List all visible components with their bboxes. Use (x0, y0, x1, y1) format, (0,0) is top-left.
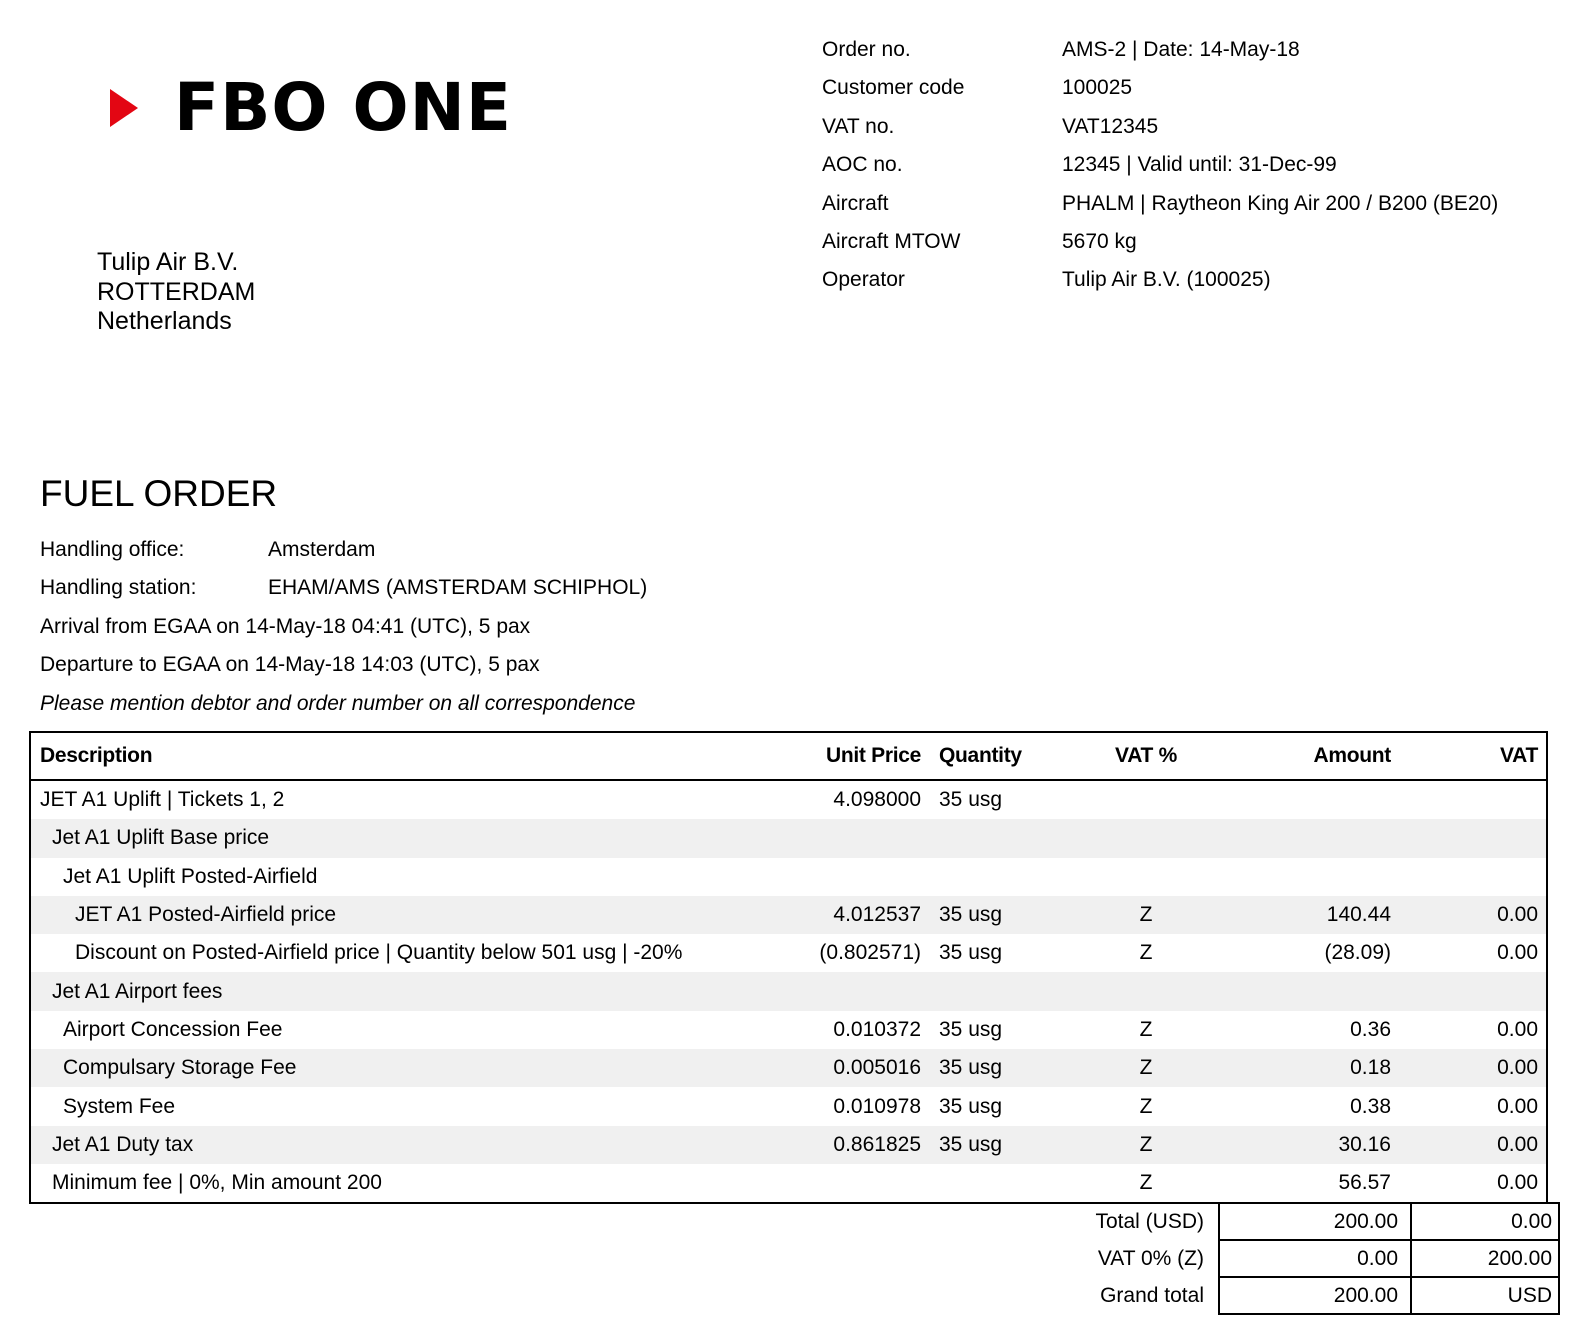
cell-quantity: 35 usg (939, 1056, 1003, 1080)
table-row (30, 1126, 1547, 1164)
table-row (30, 934, 1547, 972)
cell-amount: 0.36 (1350, 1017, 1391, 1041)
info-label: Order no. (822, 38, 911, 61)
cell-quantity (921, 819, 1091, 857)
info-label: Aircraft (822, 191, 889, 215)
table-row (30, 780, 1547, 819)
cell-vat (1391, 858, 1547, 896)
table-row (30, 1011, 1547, 1049)
handling-office-value: Amsterdam (268, 538, 376, 561)
cell-vat: 0.00 (1497, 941, 1538, 965)
cell-unit-price (800, 1164, 921, 1203)
cell-vat-percent: Z (1139, 1056, 1153, 1080)
cell-vat: 0.00 (1497, 1017, 1538, 1041)
cell-vat-percent: Z (1139, 1132, 1153, 1156)
cell-vat (1391, 819, 1547, 857)
totals-table (1040, 1202, 1560, 1315)
info-row-vat-no (822, 108, 1542, 146)
total-label: Grand total (1100, 1283, 1204, 1307)
cell-vat (1391, 972, 1547, 1010)
table-row (30, 858, 1547, 896)
cell-quantity: 35 usg (939, 941, 1003, 965)
cell-description: Minimum fee | 0%, Min amount 200 (52, 1171, 382, 1195)
header-unit-price: Unit Price (800, 732, 921, 780)
info-row-aircraft-mtow (822, 223, 1542, 261)
document-title: FUEL ORDER (40, 473, 278, 514)
info-value: Tulip Air B.V. (100025) (1062, 268, 1271, 292)
cell-vat (1391, 780, 1547, 819)
cell-vat-percent: Z (1139, 941, 1153, 965)
cell-vat-percent: Z (1139, 1171, 1153, 1195)
total-amount: 200.00 (1219, 1203, 1411, 1240)
info-row-aircraft (822, 185, 1542, 223)
handling-details (40, 531, 840, 723)
correspondence-note: Please mention debtor and order number on all correspondence (40, 691, 636, 715)
cell-quantity: 35 usg (939, 1132, 1003, 1156)
cell-amount (1201, 858, 1391, 896)
table-row (30, 972, 1547, 1010)
totals-row (1040, 1203, 1559, 1240)
cell-quantity: 35 usg (939, 903, 1003, 927)
cell-vat: 0.00 (1497, 1094, 1538, 1118)
totals-row (1040, 1240, 1559, 1277)
total-label: Total (USD) (1095, 1209, 1204, 1233)
cell-vat-percent: Z (1139, 1017, 1153, 1041)
cell-unit-price: 4.098000 (833, 788, 921, 812)
cell-vat-percent: Z (1139, 903, 1153, 927)
cell-vat-percent (1091, 780, 1201, 819)
cell-vat: 0.00 (1497, 903, 1538, 927)
header-description: Description (30, 732, 800, 780)
cell-description: Compulsary Storage Fee (63, 1056, 297, 1080)
info-value: VAT12345 (1062, 114, 1159, 138)
cell-quantity: 35 usg (939, 1017, 1003, 1041)
address-line: Netherlands (97, 307, 232, 335)
line-items-table (29, 731, 1548, 1204)
table-row (30, 1087, 1547, 1125)
cell-description: Discount on Posted-Airfield price | Quantity below 501 usg | -20% (75, 941, 683, 965)
info-value: 5670 kg (1062, 229, 1137, 253)
address-line: ROTTERDAM (97, 277, 256, 306)
cell-vat: 0.00 (1497, 1056, 1538, 1080)
header-vat: VAT (1391, 732, 1547, 780)
info-label: Operator (822, 268, 905, 292)
info-label: VAT no. (822, 114, 895, 138)
cell-unit-price: 0.010978 (833, 1094, 921, 1118)
line-items-body (30, 780, 1547, 1203)
cell-unit-price: 0.010372 (833, 1017, 921, 1041)
info-row-operator (822, 261, 1542, 299)
address-line: Tulip Air B.V. (97, 248, 239, 276)
logo-triangle-icon (110, 89, 138, 127)
info-value: 100025 (1062, 76, 1133, 100)
cell-description: JET A1 Uplift | Tickets 1, 2 (40, 788, 285, 812)
cell-amount: 0.38 (1350, 1094, 1391, 1118)
cell-unit-price (800, 858, 921, 896)
cell-vat: 0.00 (1497, 1171, 1538, 1195)
table-row (30, 1049, 1547, 1087)
info-row-aoc-no (822, 146, 1542, 184)
cell-quantity (921, 972, 1091, 1010)
total-vat: USD (1411, 1277, 1559, 1314)
cell-quantity: 35 usg (939, 788, 1003, 812)
header-vat-percent: VAT % (1091, 732, 1201, 780)
info-label: AOC no. (822, 153, 903, 177)
order-info (822, 31, 1542, 300)
total-vat: 0.00 (1411, 1203, 1559, 1240)
cell-description: Jet A1 Duty tax (52, 1132, 194, 1156)
info-label: Aircraft MTOW (822, 229, 961, 253)
handling-office-label: Handling office: (40, 538, 185, 561)
info-row-customer-code (822, 69, 1542, 107)
total-label: VAT 0% (Z) (1097, 1246, 1204, 1270)
cell-amount (1201, 819, 1391, 857)
cell-amount: 30.16 (1338, 1132, 1391, 1156)
total-amount: 200.00 (1219, 1277, 1411, 1314)
totals-row (1040, 1277, 1559, 1314)
handling-station-row (40, 569, 840, 607)
cell-unit-price: 4.012537 (833, 903, 921, 927)
info-value: PHALM | Raytheon King Air 200 / B200 (BE20) (1062, 191, 1499, 215)
header-quantity: Quantity (921, 732, 1091, 780)
cell-amount: 56.57 (1338, 1171, 1391, 1195)
cell-description: System Fee (63, 1094, 176, 1118)
table-row (30, 1164, 1547, 1203)
cell-description: JET A1 Posted-Airfield price (75, 903, 337, 927)
header-amount: Amount (1201, 732, 1391, 780)
logo-text: FBO ONE (174, 69, 512, 146)
handling-station-label: Handling station: (40, 576, 197, 600)
cell-unit-price: (0.802571) (819, 941, 921, 965)
customer-address (97, 248, 255, 337)
info-value: AMS-2 | Date: 14-May-18 (1062, 38, 1300, 61)
info-row-order-no (822, 31, 1542, 69)
cell-vat-percent: Z (1139, 1094, 1153, 1118)
info-label: Customer code (822, 76, 965, 100)
cell-description: Jet A1 Uplift Posted-Airfield (63, 864, 318, 888)
table-row (30, 896, 1547, 934)
table-header-row (30, 732, 1547, 780)
cell-quantity (921, 858, 1091, 896)
departure-line: Departure to EGAA on 14-May-18 14:03 (UTC), 5 pax (40, 653, 540, 677)
cell-unit-price: 0.861825 (833, 1132, 921, 1156)
cell-vat-percent (1091, 819, 1201, 857)
total-amount: 0.00 (1219, 1240, 1411, 1277)
cell-quantity (921, 1164, 1091, 1203)
cell-amount: 0.18 (1350, 1056, 1391, 1080)
total-vat: 200.00 (1411, 1240, 1559, 1277)
handling-office-row (40, 531, 840, 569)
cell-unit-price: 0.005016 (833, 1056, 921, 1080)
cell-amount (1201, 972, 1391, 1010)
cell-description: Airport Concession Fee (63, 1017, 283, 1041)
cell-amount: 140.44 (1326, 903, 1391, 927)
cell-vat: 0.00 (1497, 1132, 1538, 1156)
cell-description: Jet A1 Uplift Base price (52, 826, 270, 850)
info-value: 12345 | Valid until: 31-Dec-99 (1062, 153, 1337, 177)
table-row (30, 819, 1547, 857)
cell-amount (1201, 780, 1391, 819)
cell-unit-price (800, 972, 921, 1010)
arrival-line: Arrival from EGAA on 14-May-18 04:41 (UTC), 5 pax (40, 614, 531, 638)
cell-vat-percent (1091, 858, 1201, 896)
cell-vat-percent (1091, 972, 1201, 1010)
fbo-one-logo (110, 69, 512, 146)
cell-unit-price (800, 819, 921, 857)
cell-quantity: 35 usg (939, 1094, 1003, 1118)
cell-amount: (28.09) (1324, 941, 1391, 965)
handling-station-value: EHAM/AMS (AMSTERDAM SCHIPHOL) (268, 576, 648, 600)
cell-description: Jet A1 Airport fees (52, 979, 223, 1003)
